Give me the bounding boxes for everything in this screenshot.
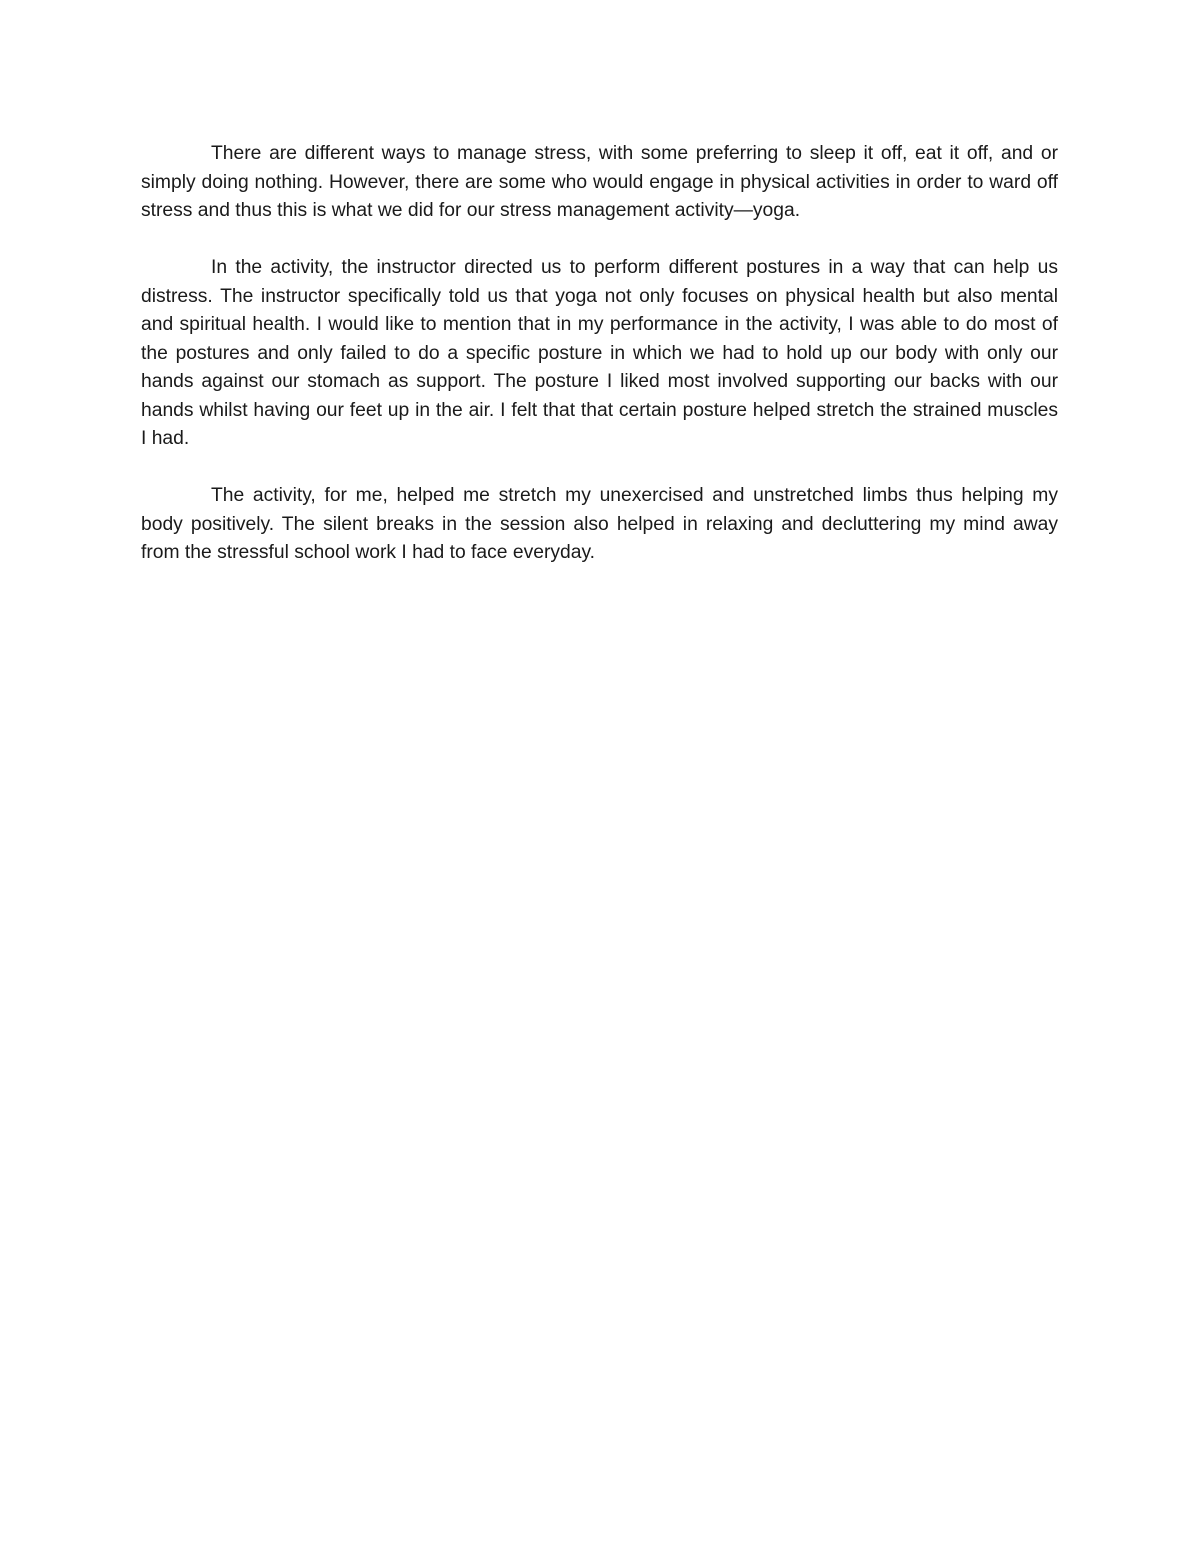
document-body xyxy=(141,140,1058,596)
paragraph-stress-management-intro: There are different ways to manage stress, with some preferring to sleep it off, eat it off, and or simply doing nothing. However, there are some who would engage in physical activities in order to ward off stress and thus this is what we did for our stress management activity—yoga. xyxy=(141,143,1058,221)
paragraph-activity-reflection: The activity, for me, helped me stretch my unexercised and unstretched limbs thus helping my body positively. The silent breaks in the session also helped in relaxing and decluttering my mind away from the stressful school work I had to face everyday. xyxy=(141,485,1058,563)
paragraph-activity-postures: In the activity, the instructor directed us to perform different postures in a way that can help us distress. The instructor specifically told us that yoga not only focuses on physical health but also mental and spiritual health. I would like to mention that in my performance in the activity, I was able to do most of the postures and only failed to do a specific posture in which we had to hold up our body with only our hands against our stomach as support. The posture I liked most involved supporting our backs with our hands whilst having our feet up in the air. I felt that that certain posture helped stretch the strained muscles I had. xyxy=(141,257,1058,449)
